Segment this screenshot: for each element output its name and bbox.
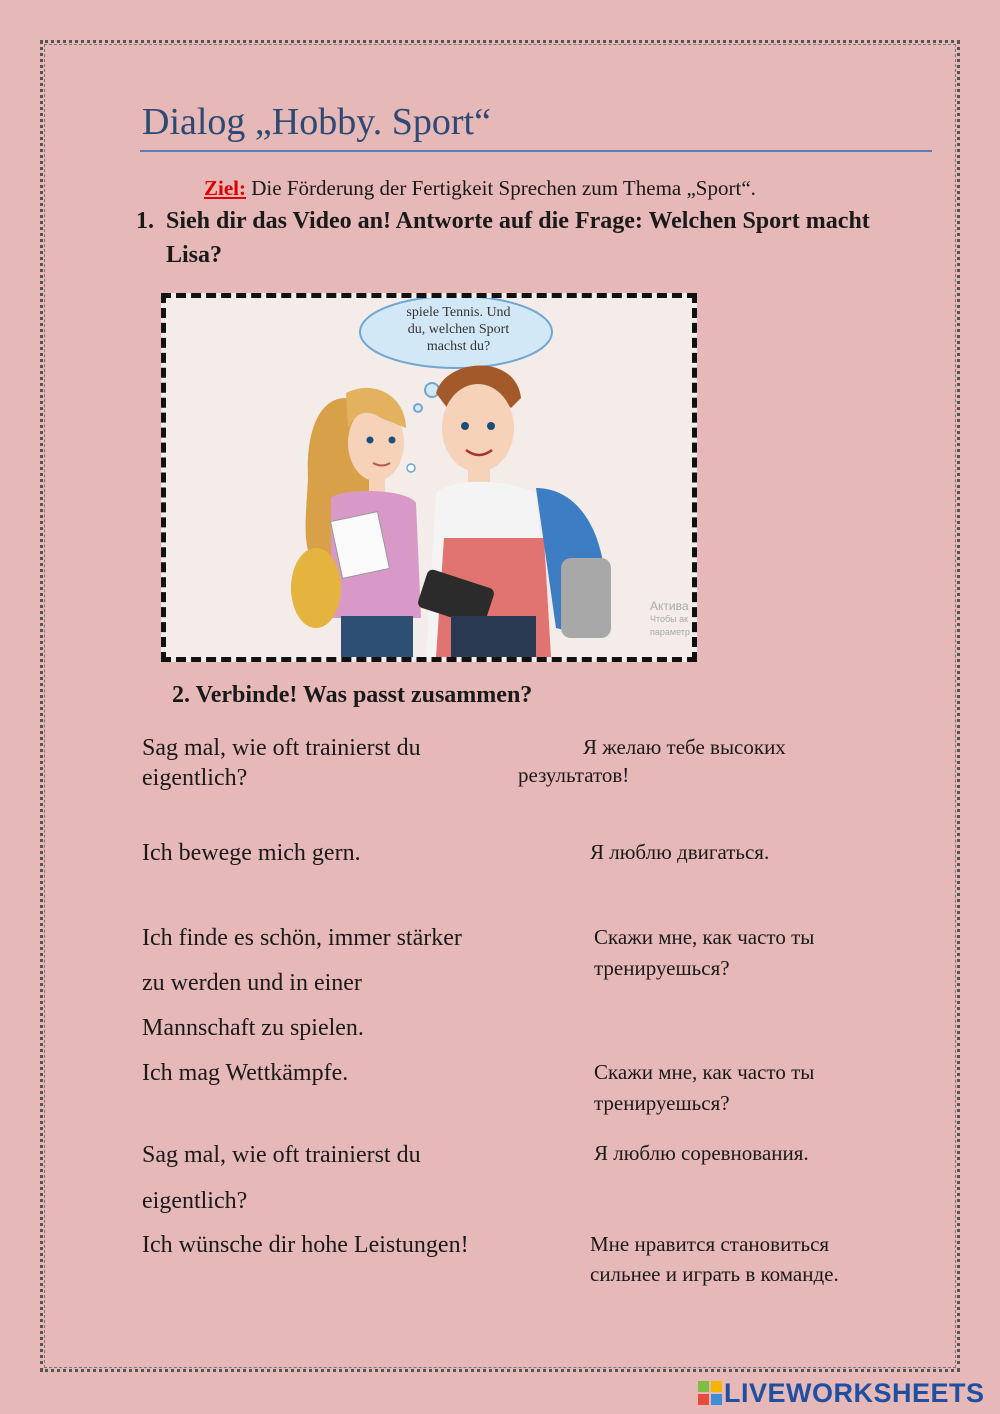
girl-figure [291,388,421,657]
worksheet-title: Dialog „Hobby. Sport“ [142,101,491,143]
german-phrase-line[interactable]: eigentlich? [142,1188,248,1214]
watermark-line-3: параметр [650,627,690,637]
task-2-instruction: Verbinde! Was passt zusammen? [195,682,533,708]
russian-phrase-line[interactable]: тренируешься? [594,1091,730,1115]
activation-watermark [650,600,697,639]
russian-phrase-line[interactable]: тренируешься? [594,956,730,980]
task-2-number: 2. [172,682,190,708]
german-phrase[interactable]: Ich bewege mich gern. [142,840,361,866]
watermark-line-1: Актива [650,599,689,613]
bubble-line-1: spiele Tennis. Und [406,305,511,320]
russian-phrase-line[interactable]: Мне нравится становиться [590,1232,830,1256]
russian-phrase-line[interactable]: сильнее и играть в команде. [590,1262,839,1286]
liveworksheets-brand[interactable] [698,1378,985,1408]
german-phrase-line[interactable]: zu werden und in einer [142,970,362,996]
watermark-line-2: Чтобы ак [650,614,689,624]
brand-text: LIVEWORKSHEETS [724,1378,985,1408]
russian-phrase-line[interactable]: Я желаю тебе высоких [583,735,786,759]
liveworksheets-logo-icon [698,1381,722,1405]
german-phrase-line[interactable]: Ich finde es schön, immer stärker [142,925,462,951]
german-phrase[interactable]: Ich mag Wettkämpfe. [142,1060,349,1086]
russian-phrase-line[interactable]: результатов! [518,763,630,787]
task-1-number: 1. [136,208,154,234]
goal-label: Ziel: [204,176,246,200]
task-1-question: Sieh dir das Video an! Antworte auf die Frage: Welchen Sport macht Lisa? [166,208,870,268]
task-2 [172,682,532,709]
speech-bubble-text [376,304,541,355]
russian-phrase[interactable]: Я люблю соревнования. [594,1141,809,1165]
russian-phrase[interactable]: Я люблю двигаться. [590,840,770,864]
goal-line [204,176,756,201]
russian-phrase-line[interactable]: Скажи мне, как часто ты [594,925,815,949]
boy-figure [417,366,611,658]
german-phrase[interactable]: Sag mal, wie oft trainierst du eigentlich? [142,735,421,791]
german-phrase-line[interactable]: Sag mal, wie oft trainierst du [142,1142,421,1168]
german-phrase[interactable]: Ich wünsche dir hohe Leistungen! [142,1232,469,1258]
bubble-line-3: machst du? [426,339,491,354]
video-illustration[interactable] [161,293,697,662]
goal-text: Die Förderung der Fertigkeit Sprechen zum Thema „Sport“. [251,176,756,200]
russian-phrase-line[interactable]: Скажи мне, как часто ты [594,1060,815,1084]
german-phrase-line[interactable]: Mannschaft zu spielen. [142,1015,364,1041]
title-underline [140,150,932,152]
bubble-line-2: du, welchen Sport [407,322,510,337]
